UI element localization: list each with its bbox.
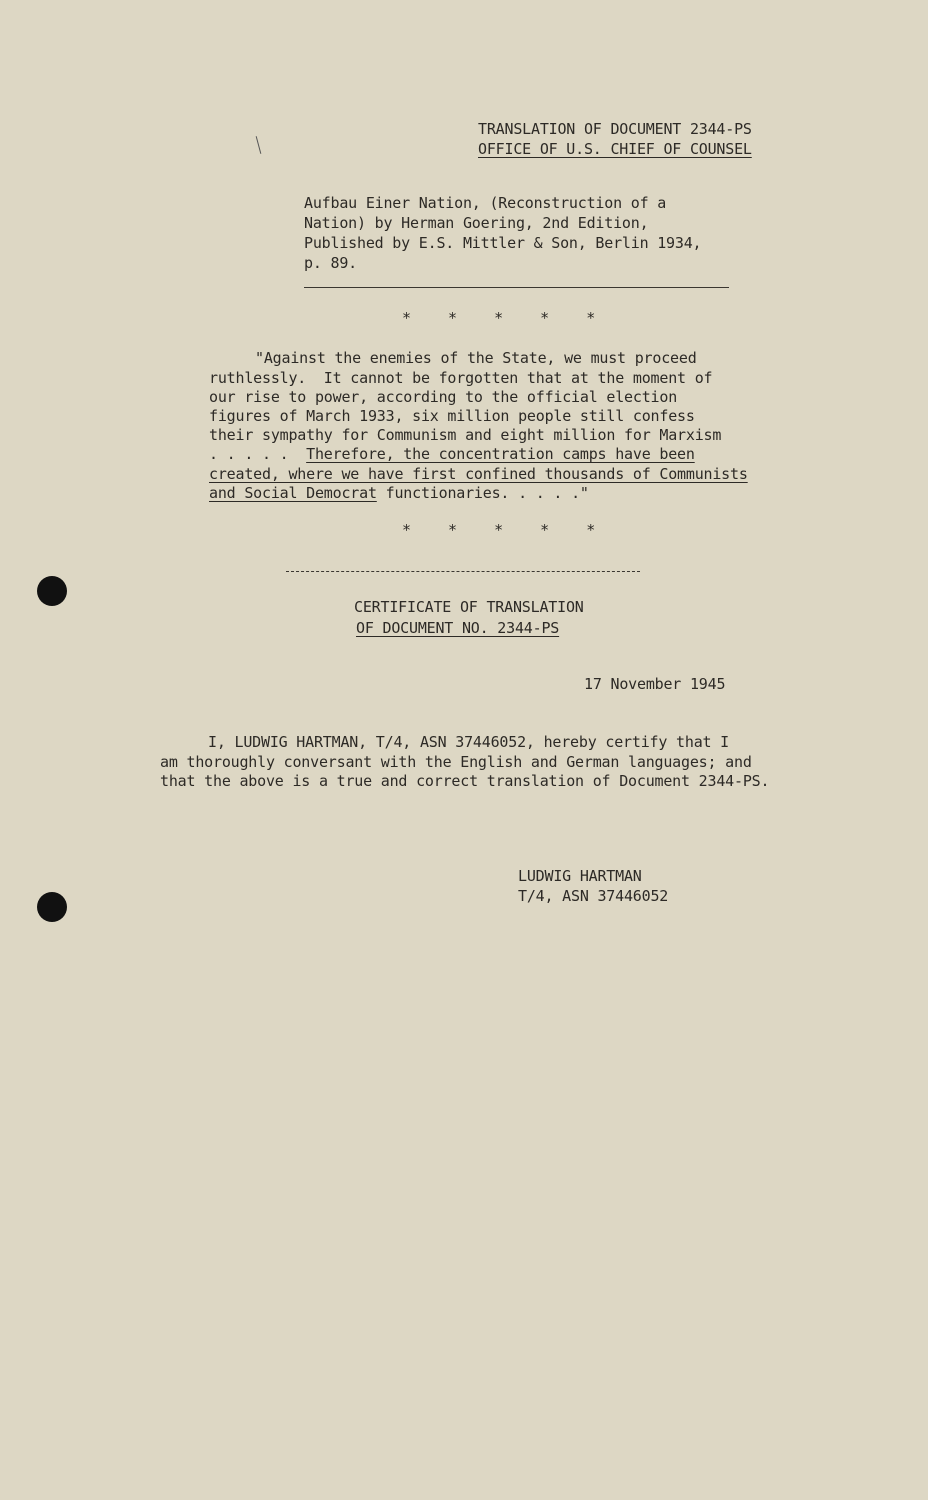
quote-line-6: [209, 445, 695, 465]
dashed-separator: [286, 571, 640, 572]
pen-mark: [256, 136, 262, 154]
certificate-title-2: OF DOCUMENT NO. 2344-PS: [356, 619, 560, 637]
quote-line-3: our rise to power, according to the official election: [209, 388, 678, 406]
quote-line-2: ruthlessly. It cannot be forgotten that at the moment of: [209, 369, 713, 387]
quote-line-7: created, where we have first confined thousands of Communists: [209, 465, 748, 483]
quote-line-8: [209, 484, 589, 504]
punch-hole-top: [37, 576, 67, 606]
quote-line-5: their sympathy for Communism and eight million for Marxism: [209, 426, 722, 444]
quote-line-1: "Against the enemies of the State, we must proceed: [255, 349, 697, 367]
citation-line-3: Published by E.S. Mittler & Son, Berlin 1934,: [304, 234, 702, 252]
quote-line-8-suffix: functionaries. . . . .": [376, 484, 589, 502]
separator-stars-bottom: * * * * *: [402, 521, 610, 539]
quote-line-6-prefix: . . . . .: [209, 445, 307, 463]
citation-line-2: Nation) by Herman Goering, 2nd Edition,: [304, 214, 649, 232]
quote-line-6-underlined: Therefore, the concentration camps have been: [306, 445, 695, 463]
quote-line-4: figures of March 1933, six million people still confess: [209, 407, 695, 425]
quote-line-8-underlined: and Social Democrat: [209, 484, 377, 502]
citation-rule: [304, 287, 729, 288]
certificate-title-1: CERTIFICATE OF TRANSLATION: [354, 598, 584, 616]
signature-name: LUDWIG HARTMAN: [518, 867, 642, 885]
certificate-body-1: I, LUDWIG HARTMAN, T/4, ASN 37446052, hereby certify that I: [208, 733, 730, 751]
certificate-body-3: that the above is a true and correct translation of Document 2344-PS.: [160, 772, 770, 790]
punch-hole-bottom: [37, 892, 67, 922]
signature-rank: T/4, ASN 37446052: [518, 887, 669, 905]
certificate-body-2: am thoroughly conversant with the English and German languages; and: [160, 753, 752, 771]
citation-line-1: Aufbau Einer Nation, (Reconstruction of a: [304, 194, 667, 212]
certificate-date: 17 November 1945: [584, 675, 726, 693]
header-line-1: TRANSLATION OF DOCUMENT 2344-PS: [478, 120, 752, 138]
separator-stars-top: * * * * *: [402, 309, 610, 327]
citation-line-4: p. 89.: [304, 254, 357, 272]
header-line-2: OFFICE OF U.S. CHIEF OF COUNSEL: [478, 140, 752, 158]
